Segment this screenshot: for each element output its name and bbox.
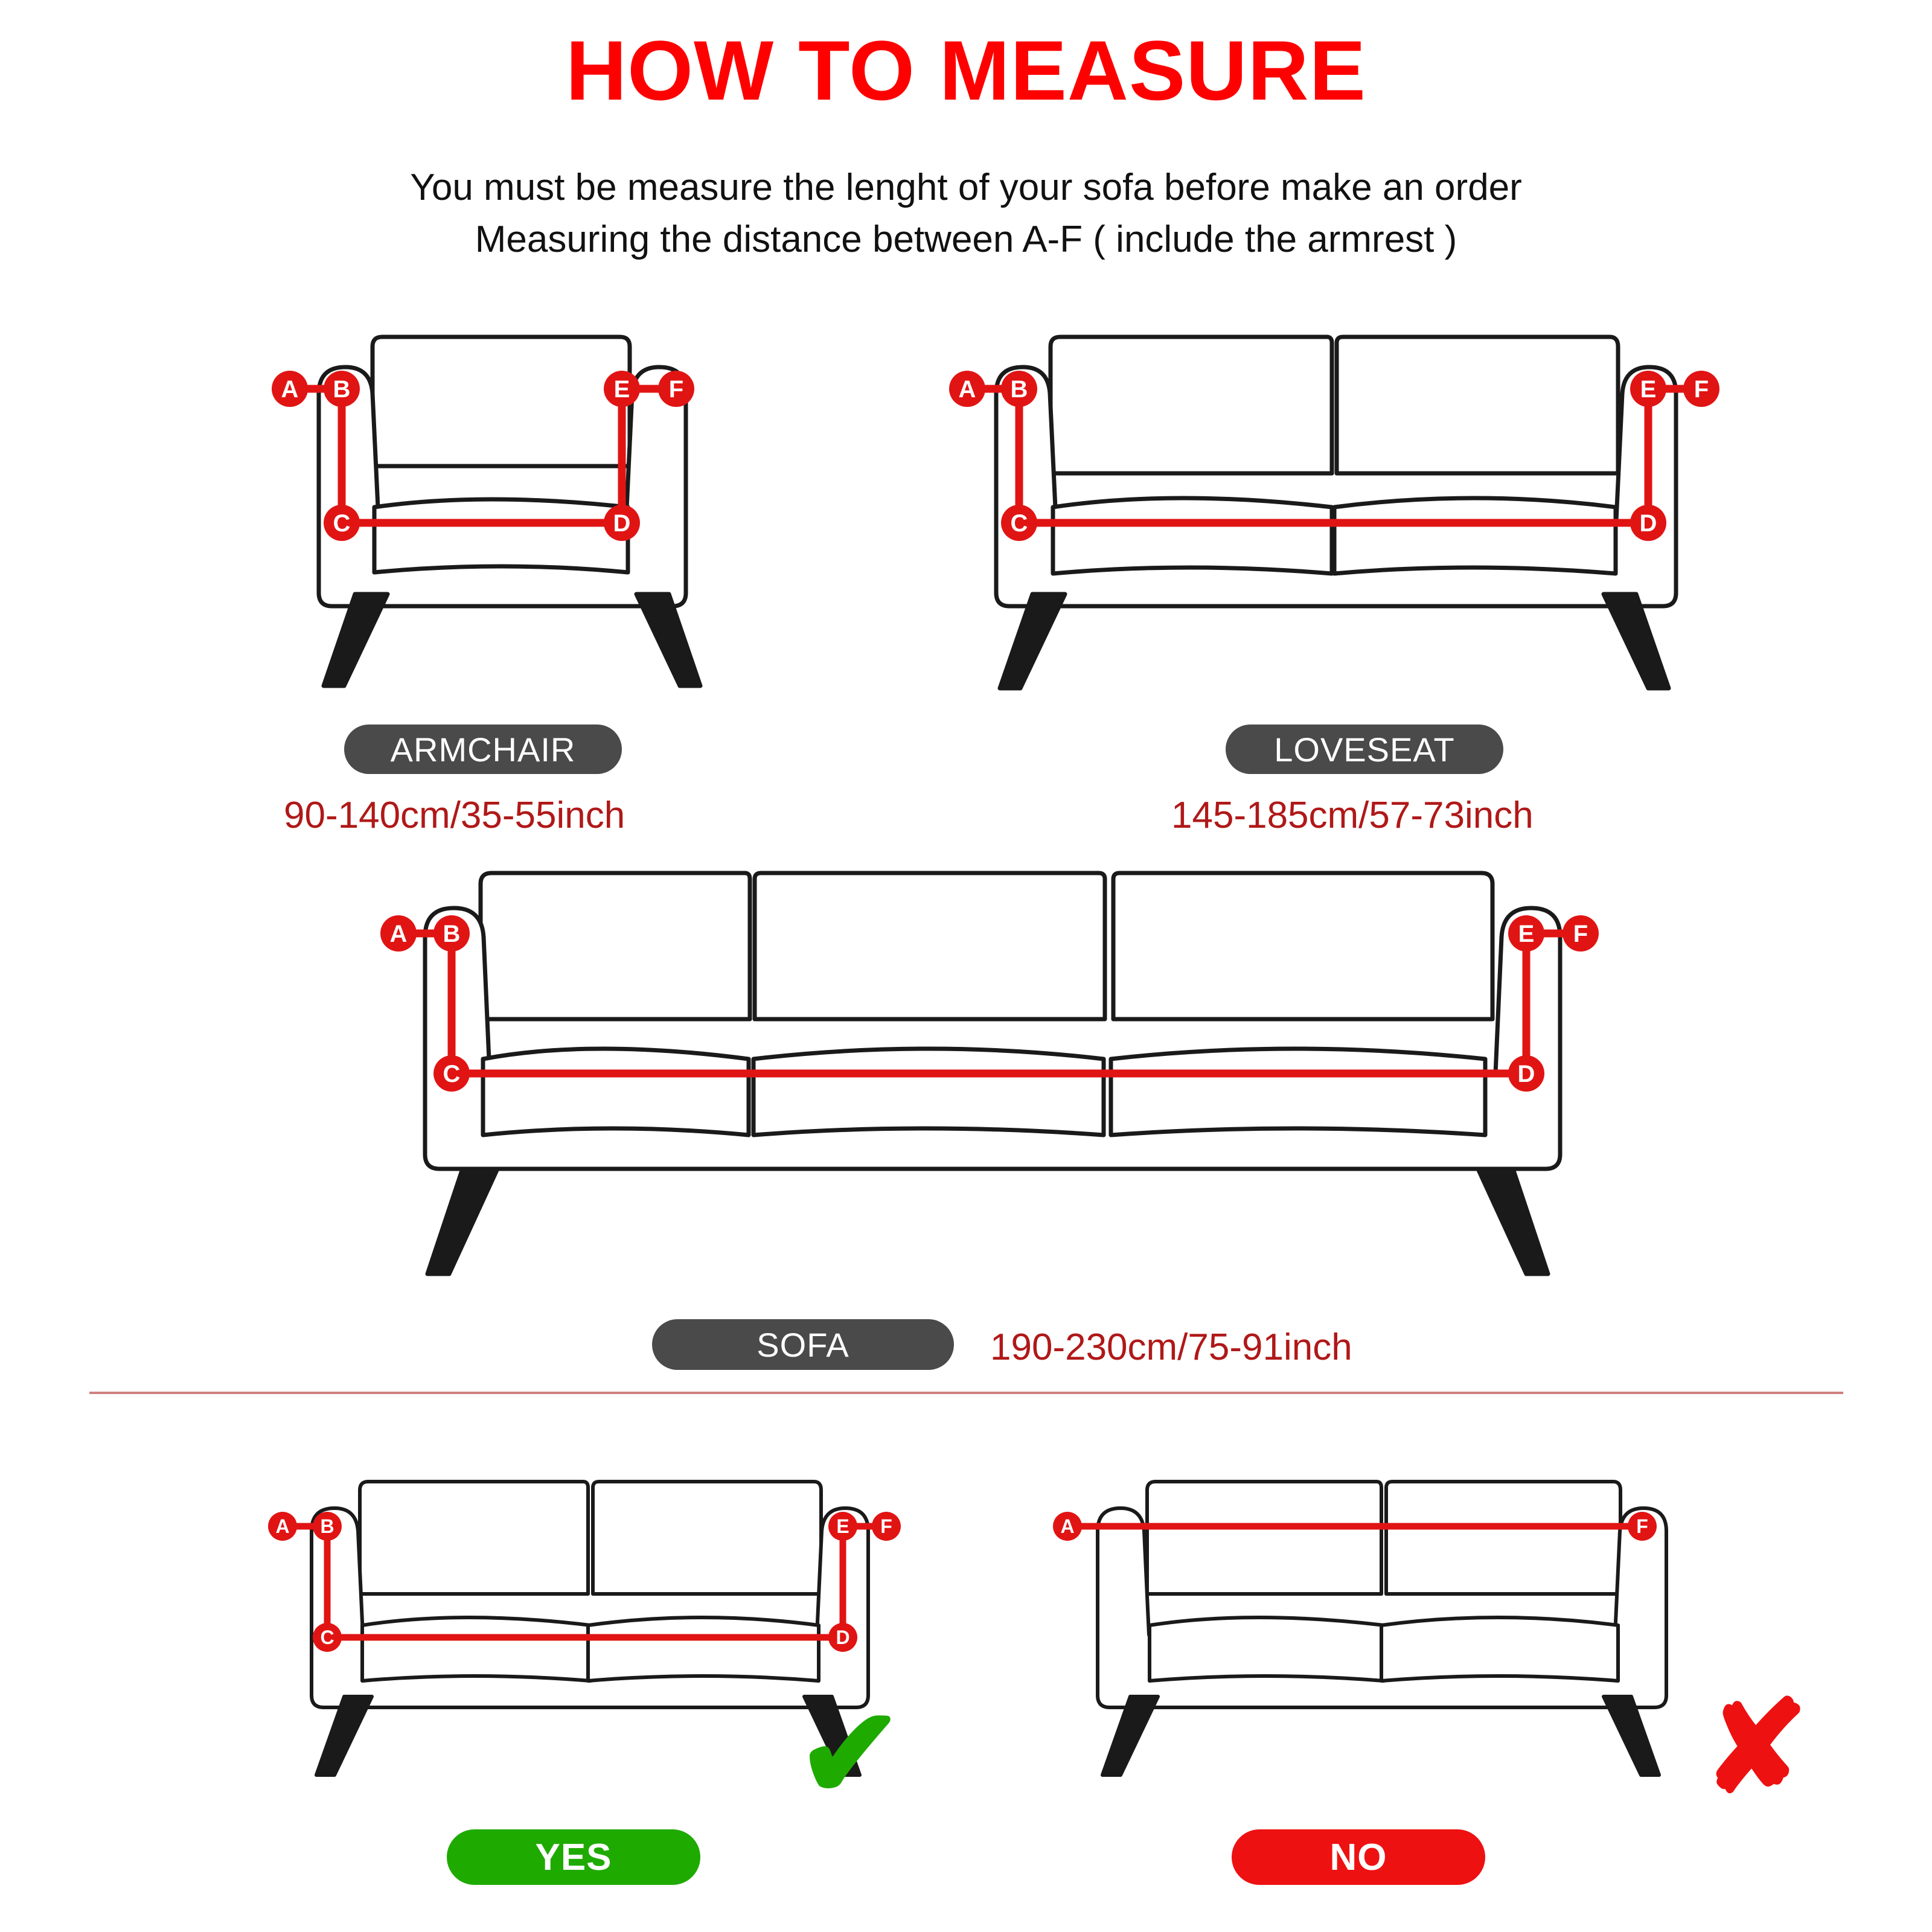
armchair-figure <box>254 326 749 724</box>
svg-text:F: F <box>1636 1515 1648 1537</box>
loveseat-label: LOVESEAT <box>1274 730 1455 769</box>
svg-text:B: B <box>1010 376 1028 403</box>
sofa-label: SOFA <box>756 1325 849 1364</box>
svg-text:A: A <box>1060 1515 1075 1537</box>
incorrect-label-pill <box>1232 1829 1485 1885</box>
svg-text:C: C <box>333 510 351 537</box>
loveseat-figure <box>930 326 1739 724</box>
svg-text:C: C <box>1010 510 1028 537</box>
svg-text:D: D <box>1639 510 1657 537</box>
page-subtitle <box>0 162 1932 265</box>
incorrect-example-figure <box>1038 1473 1715 1811</box>
sofa-drawing <box>362 863 1624 1334</box>
incorrect-sofa-drawing <box>1038 1473 1715 1811</box>
sofa-figure <box>362 863 1624 1334</box>
armchair-dimension: 90-140cm/35-55inch <box>284 795 625 836</box>
svg-text:E: E <box>613 376 630 403</box>
svg-text:F: F <box>880 1515 892 1537</box>
check-mark-icon: ✔ <box>797 1683 903 1825</box>
svg-text:A: A <box>389 921 408 947</box>
correct-label-pill <box>447 1829 700 1885</box>
correct-label: YES <box>535 1836 612 1878</box>
svg-text:B: B <box>333 376 351 403</box>
svg-text:F: F <box>1573 921 1588 947</box>
section-divider <box>89 1392 1843 1394</box>
loveseat-label-pill <box>1226 724 1503 774</box>
svg-text:D: D <box>1517 1061 1535 1087</box>
armchair-label-pill <box>344 724 622 774</box>
incorrect-label: NO <box>1329 1836 1387 1878</box>
svg-text:D: D <box>836 1627 850 1648</box>
svg-text:A: A <box>281 376 299 403</box>
svg-text:D: D <box>613 510 631 537</box>
svg-text:B: B <box>443 921 461 947</box>
subtitle-line-1: You must be measure the lenght of your sofa before make an order <box>410 167 1522 208</box>
svg-text:B: B <box>320 1515 334 1537</box>
svg-text:C: C <box>320 1627 334 1648</box>
svg-text:E: E <box>836 1515 849 1537</box>
svg-text:F: F <box>1694 376 1709 403</box>
svg-text:A: A <box>275 1515 290 1537</box>
svg-text:E: E <box>1640 376 1657 403</box>
armchair-label: ARMCHAIR <box>390 730 576 769</box>
svg-text:C: C <box>443 1061 461 1087</box>
subtitle-line-2: Measuring the distance between A-F ( include the armrest ) <box>475 218 1457 260</box>
page-title: HOW TO MEASURE <box>566 23 1366 118</box>
svg-text:E: E <box>1518 921 1535 947</box>
cross-mark-icon: ✘ <box>1703 1677 1809 1818</box>
loveseat-dimension: 145-185cm/57-73inch <box>1171 795 1534 836</box>
sofa-dimension: 190-230cm/75-91inch <box>990 1326 1352 1368</box>
sofa-label-pill <box>652 1319 954 1370</box>
svg-text:F: F <box>668 376 684 403</box>
armchair-drawing <box>254 326 749 724</box>
svg-text:A: A <box>958 376 976 403</box>
loveseat-drawing <box>930 326 1739 724</box>
